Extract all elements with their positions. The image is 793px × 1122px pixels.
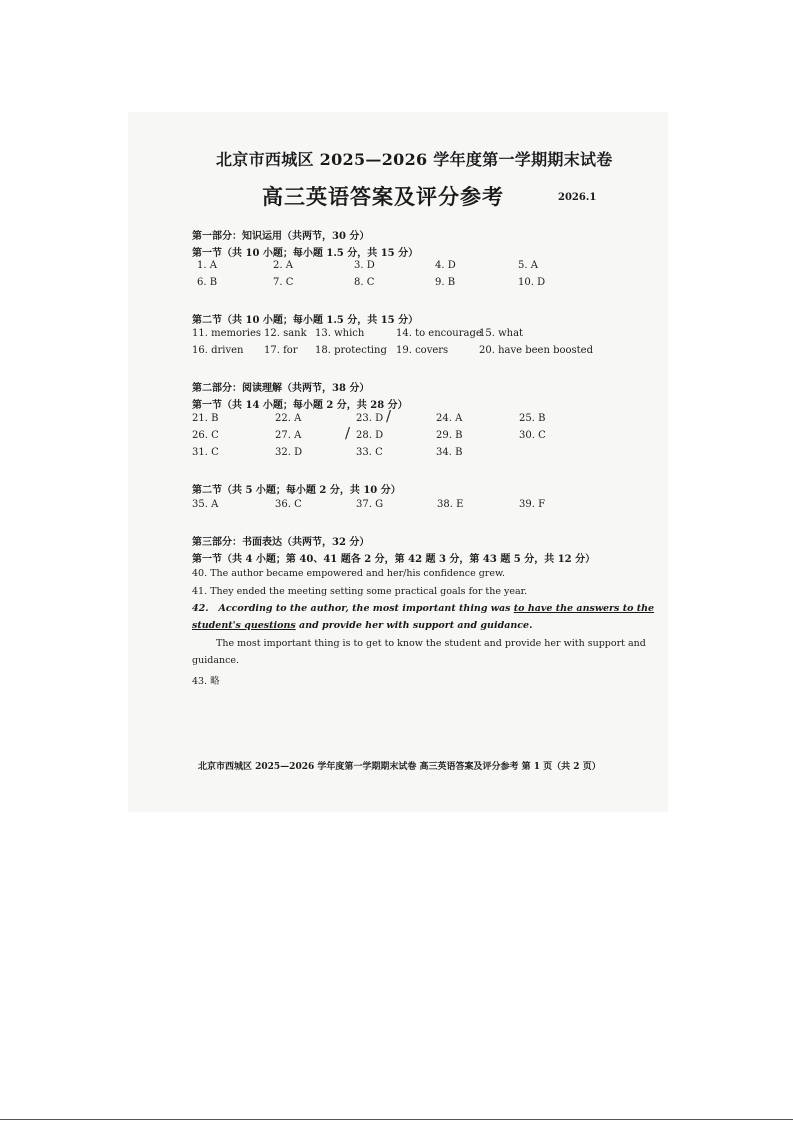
answer-41: 41. They ended the meeting setting some practical goals for the year. [192, 586, 528, 597]
answer-item: 21. B [192, 413, 219, 424]
answer-item: 25. B [519, 413, 546, 424]
page-footer: 北京市西城区 2025—2026 学年度第一学期期末试卷 高三英语答案及评分参考 第 1 页（共 2 页） [198, 762, 601, 772]
answer-item: 9. B [435, 277, 456, 288]
answer-item: 29. B [436, 430, 463, 441]
answer-item: 28. D [356, 430, 384, 441]
scanned-page [128, 112, 668, 812]
part2-section2-heading: 第二节（共 5 小题；每小题 2 分，共 10 分） [192, 485, 401, 496]
answer-item: 31. C [192, 447, 219, 458]
part1-section2-heading: 第二节（共 10 小题；每小题 1.5 分，共 15 分） [192, 315, 419, 326]
answer-row [0, 328, 793, 342]
part2-section1-heading: 第一节（共 14 小题；每小题 2 分，共 28 分） [192, 400, 408, 411]
answer-item: 30. C [519, 430, 546, 441]
answer-42-number: 42. [192, 603, 209, 614]
answer-40: 40. The author became empowered and her/his confidence grew. [192, 568, 505, 579]
exam-title: 北京市西城区 2025—2026 学年度第一学期期末试卷 [216, 150, 613, 169]
answer-42-line2 [192, 620, 532, 631]
part3-heading: 第三部分：书面表达（共两节，32 分） [192, 537, 370, 548]
answer-item: 39. F [519, 499, 546, 510]
answer-42-underlined: student's questions [192, 620, 296, 631]
answer-item: 27. A [275, 430, 302, 441]
answer-item: 7. C [273, 277, 294, 288]
answer-item: 4. D [435, 260, 456, 271]
answer-42-alternative: The most important thing is to get to know the student and provide her with support and [216, 638, 646, 649]
answer-row [0, 430, 793, 444]
answer-item: 20. have been boosted [479, 345, 593, 356]
answer-row [0, 345, 793, 359]
answer-item: 15. what [479, 328, 524, 339]
answer-key-title: 高三英语答案及评分参考 [262, 184, 504, 209]
answer-item: 22. A [275, 413, 302, 424]
answer-row [0, 260, 793, 274]
part1-section1-heading: 第一节（共 10 小题；每小题 1.5 分，共 15 分） [192, 248, 419, 259]
answer-42-alternative-cont: guidance. [192, 655, 240, 666]
answer-item: 35. A [192, 499, 219, 510]
part3-section1-heading: 第一节（共 4 小题；第 40、41 题各 2 分，第 42 题 3 分，第 43 题 5 分，共 12 分） [192, 554, 596, 565]
answer-item: 24. A [436, 413, 463, 424]
answer-row [0, 277, 793, 291]
answer-item: 37. G [356, 499, 384, 510]
answer-42-text: According to the author, the most important thing was [218, 603, 511, 614]
part1-heading: 第一部分：知识运用（共两节，30 分） [192, 231, 370, 242]
answer-item: 34. B [436, 447, 463, 458]
answer-row [0, 413, 793, 427]
answer-item: 38. E [437, 499, 464, 510]
answer-item: 33. C [356, 447, 383, 458]
answer-row [0, 499, 793, 513]
answer-item: 5. A [518, 260, 538, 271]
pen-slash-mark: / [386, 407, 392, 425]
answer-item: 26. C [192, 430, 219, 441]
answer-item: 2. A [273, 260, 293, 271]
answer-item: 23. D [356, 413, 384, 424]
answer-42-text: and provide her with support and guidance. [299, 620, 533, 631]
part2-heading: 第二部分：阅读理解（共两节，38 分） [192, 383, 370, 394]
answer-42-underlined: to have the answers to the [513, 603, 655, 614]
answer-item: 8. C [354, 277, 375, 288]
answer-item: 36. C [275, 499, 302, 510]
answer-item: 18. protecting [315, 345, 387, 356]
answer-item: 16. driven [192, 345, 244, 356]
answer-item: 17. for [264, 345, 298, 356]
answer-item: 3. D [354, 260, 375, 271]
answer-item: 11. memories [192, 328, 262, 339]
scan-edge-line [0, 1119, 793, 1120]
answer-item: 32. D [275, 447, 303, 458]
answer-item: 1. A [197, 260, 217, 271]
answer-row [0, 447, 793, 461]
answer-item: 19. covers [396, 345, 449, 356]
answer-42-line1 [192, 603, 654, 614]
answer-item: 14. to encourage [396, 328, 482, 339]
answer-item: 13. which [315, 328, 365, 339]
exam-date: 2026.1 [558, 192, 597, 203]
answer-43: 43. 略 [192, 676, 220, 687]
answer-item: 6. B [197, 277, 218, 288]
answer-item: 12. sank [264, 328, 307, 339]
answer-item: 10. D [518, 277, 546, 288]
pen-slash-mark: / [345, 424, 351, 442]
